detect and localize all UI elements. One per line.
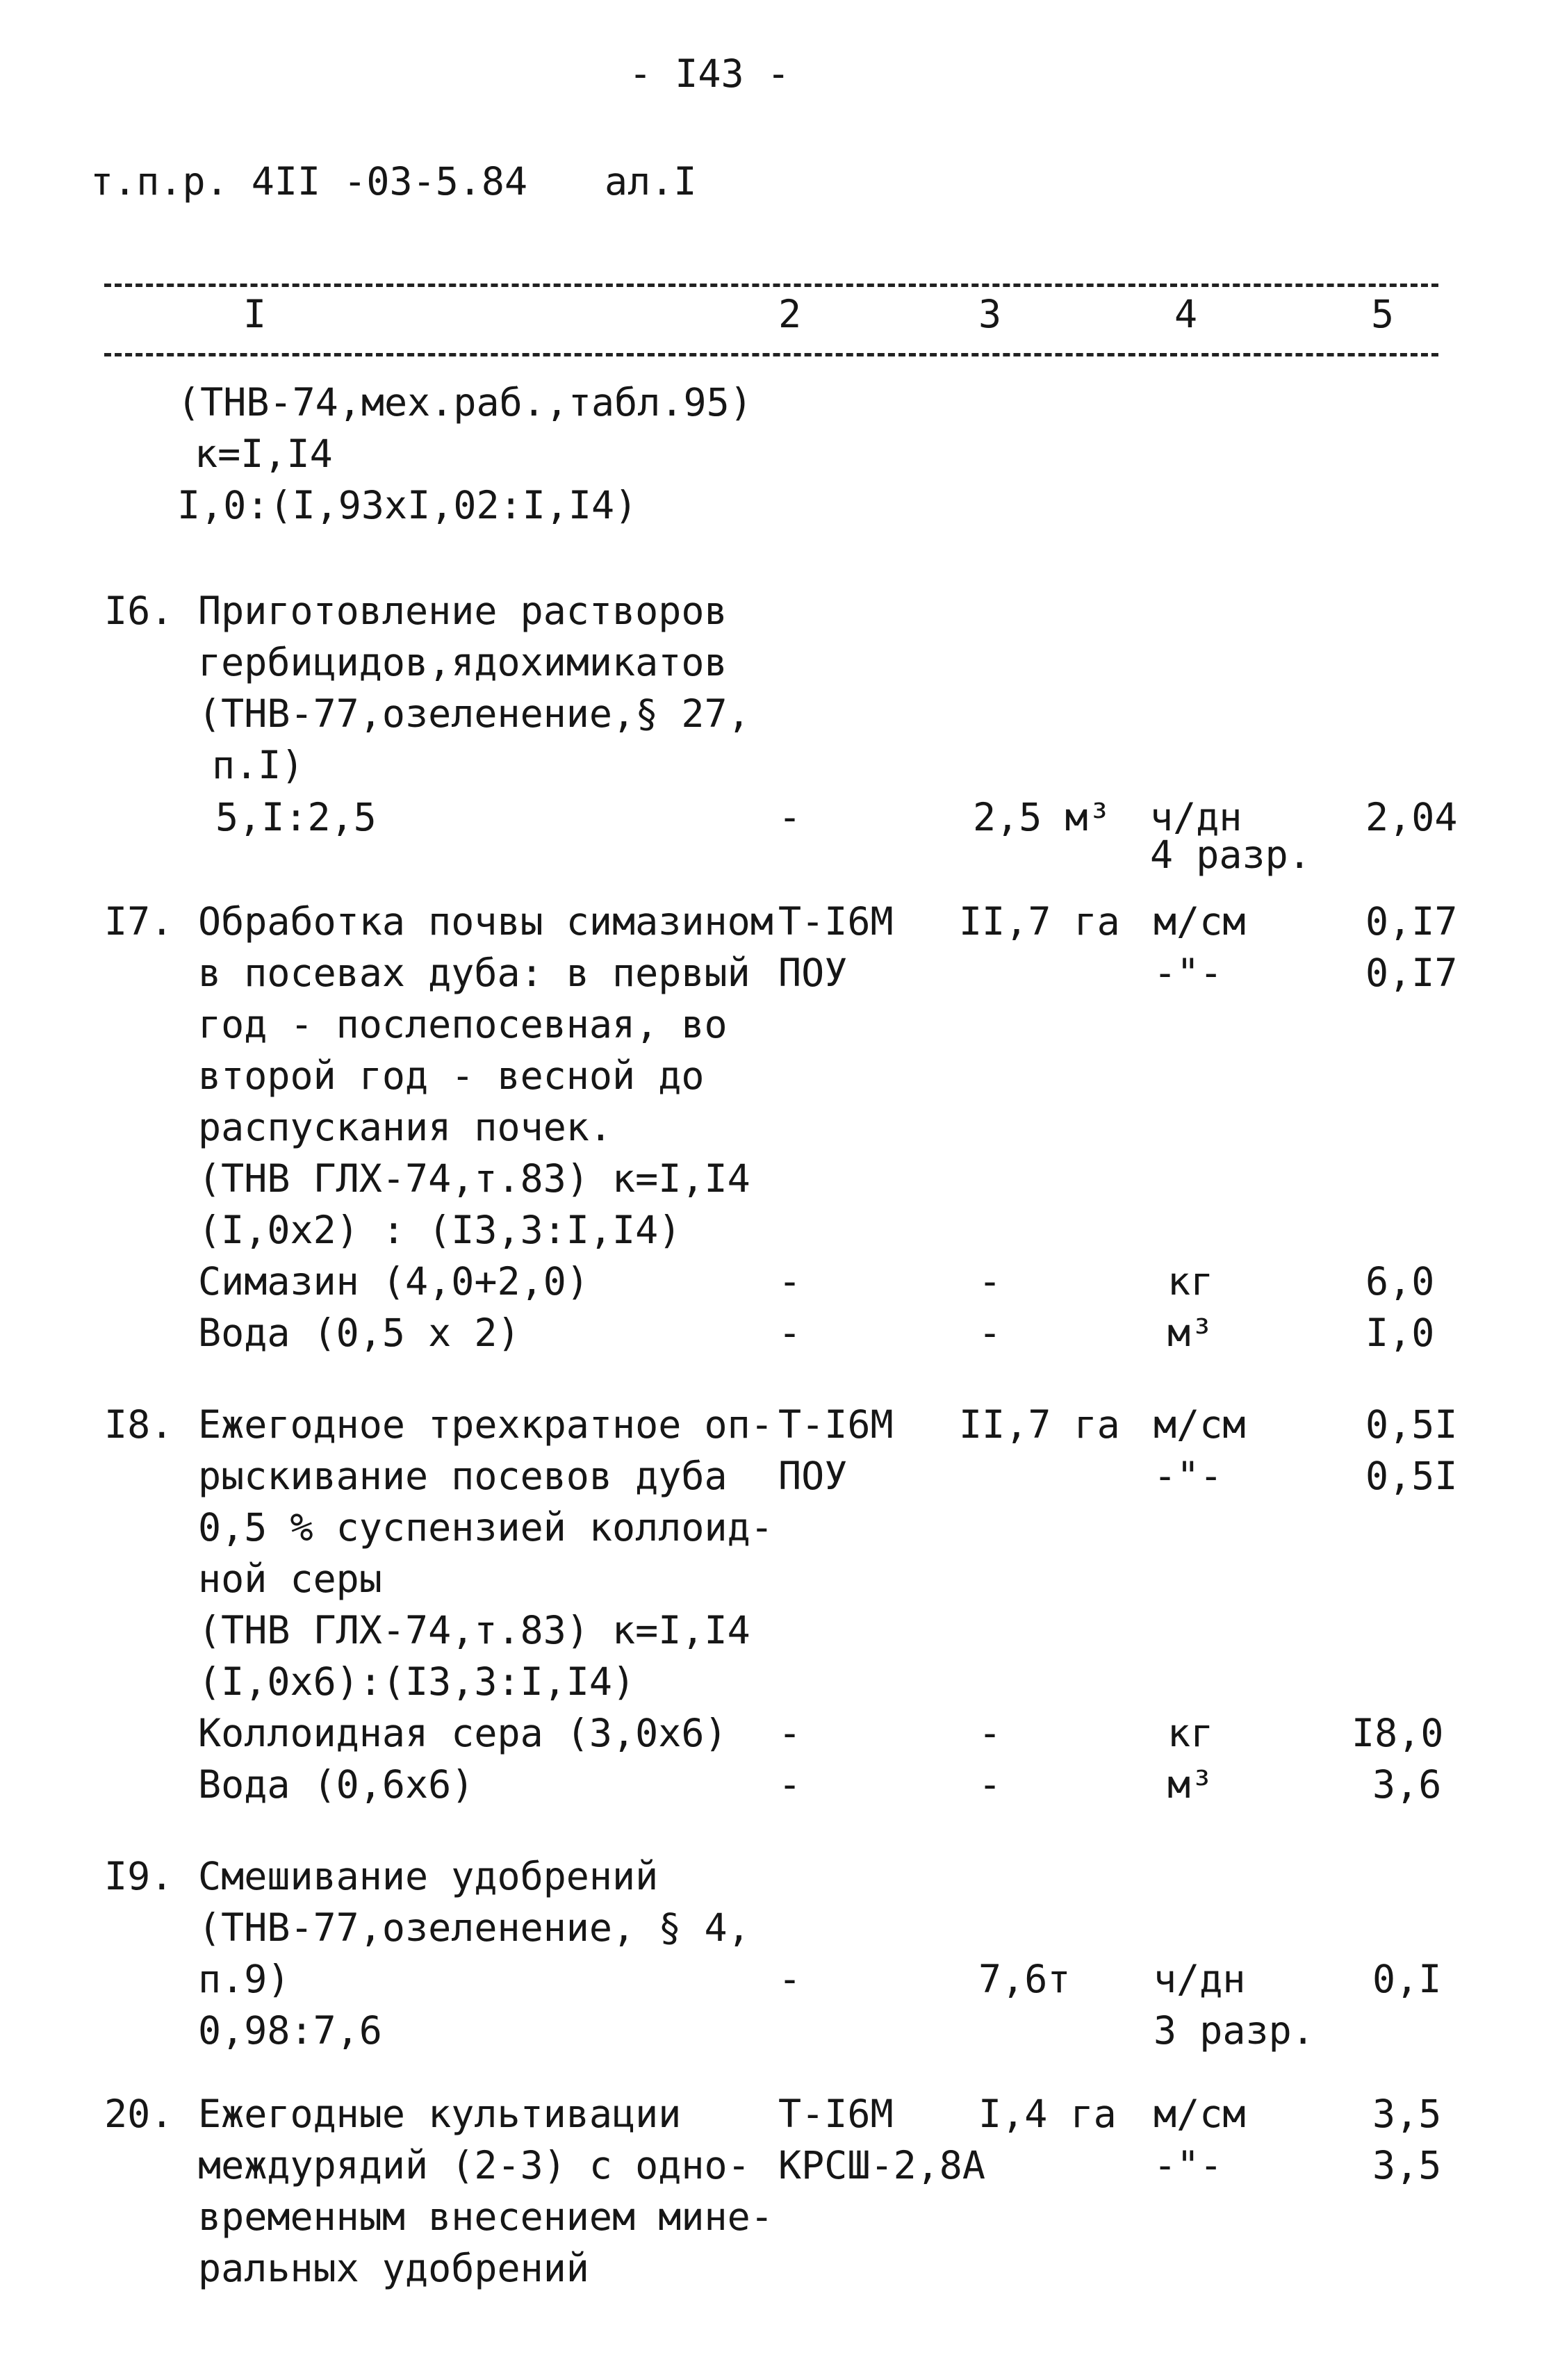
row-description-line: второй год - весной до (198, 1053, 705, 1098)
row-machine: - (778, 795, 802, 839)
row-volume: II,7 га (959, 899, 1120, 944)
row-description-line: 0,98:7,6 (198, 2008, 382, 2053)
row-description-line: Смешивание удобрений (198, 1854, 659, 1898)
column-header-4: 4 (1174, 292, 1198, 336)
row-description-line: ральных удобрений (198, 2246, 589, 2290)
column-header-1: I (243, 292, 267, 336)
row-number: I7. (104, 899, 174, 944)
row-norm: 0,I (1372, 1957, 1442, 2001)
row-description-line: (ТНВ ГЛХ-74,т.83) к=I,I4 (198, 1156, 750, 1201)
row-volume: - (978, 1311, 1002, 1355)
row-unit: м³ (1167, 1762, 1214, 1807)
row-norm: 2,04 (1365, 795, 1458, 839)
row-description-line: гербицидов,ядохимикатов (198, 640, 728, 684)
row-unit: м/см (1153, 2092, 1246, 2136)
row-unit: -"- (1153, 951, 1223, 995)
row-volume: I,4 га (978, 2092, 1117, 2136)
row-machine: - (778, 1259, 802, 1304)
row-volume: II,7 га (959, 1402, 1120, 1447)
row-machine: Т-I6М (778, 1402, 894, 1447)
row-norm: 3,5 (1372, 2143, 1442, 2188)
row-norm: 3,5 (1372, 2092, 1442, 2136)
row-unit: 4 разр. (1150, 832, 1311, 877)
row-norm: 3,6 (1372, 1762, 1442, 1807)
row-volume: - (978, 1762, 1002, 1807)
row-machine: - (778, 1711, 802, 1755)
row-unit: -"- (1153, 1454, 1223, 1498)
row-norm: 6,0 (1365, 1259, 1435, 1304)
row-machine: Т-I6М (778, 899, 894, 944)
row-description-line: временным внесением мине- (198, 2194, 773, 2239)
row-description-line: (I,0х2) : (I3,3:I,I4) (198, 1208, 682, 1252)
row-description-line: Вода (0,6х6) (198, 1762, 475, 1807)
row-unit: ч/дн (1153, 1957, 1246, 2001)
row-description-line: (I,0х6):(I3,3:I,I4) (198, 1659, 636, 1704)
row-machine: ПОУ (778, 951, 848, 995)
row-unit: кг (1167, 1711, 1214, 1755)
row-description-line: (ТНВ ГЛХ-74,т.83) к=I,I4 (198, 1608, 750, 1652)
row-volume: 7,6т (978, 1957, 1071, 2001)
row-machine: - (778, 1762, 802, 1807)
document-reference: т.п.р. 4II -03-5.84 (90, 159, 528, 204)
table-header-rule (104, 353, 1438, 356)
row-number: I8. (104, 1402, 174, 1447)
row-number: I6. (104, 589, 174, 633)
row-unit: м³ (1167, 1311, 1214, 1355)
continuation-line: (ТНВ-74,мех.раб.,табл.95) (177, 380, 753, 425)
column-header-3: 3 (978, 292, 1002, 336)
row-number: I9. (104, 1854, 174, 1898)
row-description-line: Вода (0,5 х 2) (198, 1311, 520, 1355)
continuation-line: к=I,I4 (195, 432, 333, 476)
row-unit: м/см (1153, 899, 1246, 944)
row-unit: ч/дн (1150, 795, 1242, 839)
row-description-line: междурядий (2-3) с одно- (198, 2143, 750, 2188)
row-norm: 0,5I (1365, 1402, 1458, 1447)
row-description-line: 0,5 % суспензией коллоид- (198, 1505, 773, 1550)
row-description-line: Ежегодные культивации (198, 2092, 682, 2136)
row-description-line: год - послепосевная, во (198, 1002, 728, 1047)
row-description-line: рыскивание посевов дуба (198, 1454, 728, 1498)
row-machine: Т-I6М (778, 2092, 894, 2136)
row-description-line: 5,I:2,5 (215, 795, 377, 839)
table-top-rule (104, 284, 1438, 287)
row-unit: м/см (1153, 1402, 1246, 1447)
row-description-line: Коллоидная сера (3,0х6) (198, 1711, 728, 1755)
row-norm: 0,5I (1365, 1454, 1458, 1498)
row-norm: 0,I7 (1365, 899, 1458, 944)
row-volume: - (978, 1259, 1002, 1304)
row-description-line: (ТНВ-77,озеленение,§ 27, (198, 691, 750, 736)
column-header-5: 5 (1371, 292, 1395, 336)
row-description-line: ной серы (198, 1557, 382, 1601)
row-norm: I8,0 (1352, 1711, 1444, 1755)
row-description-line: Приготовление растворов (198, 589, 728, 633)
row-volume: - (978, 1711, 1002, 1755)
row-description-line: распускания почек. (198, 1105, 613, 1149)
page-number: - I43 - (629, 51, 790, 96)
row-number: 20. (104, 2092, 174, 2136)
row-description-line: Ежегодное трехкратное оп- (198, 1402, 773, 1447)
row-description-line: п.I) (212, 743, 304, 787)
row-description-line: Обработка почвы симазином (198, 899, 773, 944)
album-label: ал.I (605, 159, 697, 204)
row-norm: I,0 (1365, 1311, 1435, 1355)
row-unit: кг (1167, 1259, 1214, 1304)
row-machine: - (778, 1311, 802, 1355)
row-volume: 2,5 м³ (973, 795, 1111, 839)
row-description-line: (ТНВ-77,озеленение, § 4, (198, 1905, 750, 1950)
row-unit: 3 разр. (1153, 2008, 1315, 2053)
row-unit: -"- (1153, 2143, 1223, 2188)
row-description-line: в посевах дуба: в первый (198, 951, 750, 995)
row-norm: 0,I7 (1365, 951, 1458, 995)
row-machine: ПОУ (778, 1454, 848, 1498)
row-machine: - (778, 1957, 802, 2001)
continuation-line: I,0:(I,93хI,02:I,I4) (177, 483, 638, 527)
row-machine: КРСШ-2,8А (778, 2143, 986, 2188)
column-header-2: 2 (778, 292, 802, 336)
row-description-line: Симазин (4,0+2,0) (198, 1259, 589, 1304)
row-description-line: п.9) (198, 1957, 290, 2001)
